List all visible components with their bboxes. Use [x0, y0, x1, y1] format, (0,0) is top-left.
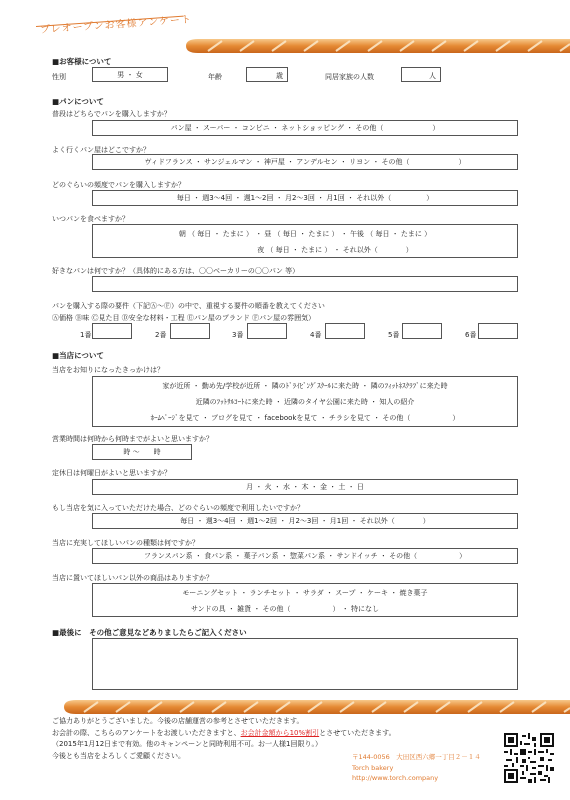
bread-q4: いつパンを食べますか？ — [52, 215, 129, 223]
shop-q1-answer[interactable] — [92, 376, 518, 427]
bread-q5: 好きなパンは何ですか？（具体的にある方は、〇〇ベーカリーの〇〇パン 等） — [52, 267, 300, 275]
bread-q4-answer[interactable] — [92, 224, 518, 258]
gender-options: 男 ・ 女 — [117, 70, 143, 79]
shop-q1-line1: 家が近所 ・ 勤め先/学校が近所 ・ 隣のﾄﾞﾗｲﾋﾞﾝｸﾞｽｸｰﾙに来た時 ・ 隣のﾌｨｯﾄﾈｽｸﾗﾌﾞに来た時 — [162, 382, 448, 390]
favorite-bread-field[interactable] — [92, 276, 518, 292]
shop-q3: 定休日は何曜日がよいと思いますか？ — [52, 469, 171, 477]
shop-q4-answer[interactable] — [92, 513, 518, 529]
shop-q1-line3: ﾎｰﾑﾍﾟｰｼﾞを見て ・ ブログを見て ・ facebookを見て ・ チラシを見て ・ その他（ ） — [150, 414, 460, 422]
shop-address: 〒144-0056 大田区西六郷一丁目２－１４ — [352, 753, 481, 761]
bread-q6: パンを購入する際の要件（下記Ⓐ～Ⓕ）の中で、重視する要件の順番を教えてください — [52, 302, 325, 310]
footer-line-2-pre: お会計の際、こちらのアンケートをお渡しいただきますと、 — [52, 728, 241, 737]
shop-q5-options: フランスパン系 ・ 食パン系 ・ 菓子パン系 ・ 惣菜パン系 ・ サンドイッチ ・ その他（ ） — [143, 552, 467, 560]
footer-line-2-post: とさせていただきます。 — [319, 728, 396, 737]
customer-heading: ■お客様について — [52, 57, 112, 66]
bread-heading: ■パンについて — [52, 97, 104, 106]
shop-info — [352, 752, 502, 784]
rank-4-field[interactable] — [325, 323, 365, 339]
family-unit: 人 — [429, 72, 436, 80]
rank-2-label: 2番 — [155, 331, 167, 339]
shop-q3-options: 月 ・ 火 ・ 水 ・ 木 ・ 金 ・ 土 ・ 日 — [246, 483, 364, 491]
bread-q3-answer[interactable] — [92, 190, 518, 206]
rank-6-label: 6番 — [465, 331, 477, 339]
age-unit: 歳 — [276, 72, 283, 80]
discount-text: お会計金額から10%割引 — [240, 728, 320, 737]
bread-q4-line1: 朝 （ 毎日 ・ たまに ） ・ 昼 （ 毎日 ・ たまに ） ・ 午後 （ 毎日 ・ たまに ） — [178, 230, 432, 238]
shop-hours-value: 時 ～ 時 — [123, 448, 161, 456]
rank-3-field[interactable] — [247, 323, 287, 339]
family-label: 同居家族の人数 — [325, 73, 374, 81]
bread-q2-options: ヴィドフランス ・ サンジェルマン ・ 神戸屋 ・ アンデルセン ・ リヨン ・ その他（ ） — [144, 158, 466, 166]
rank-1-field[interactable] — [92, 323, 132, 339]
shop-q6-answer[interactable] — [92, 583, 518, 617]
qr-code-icon — [504, 733, 554, 783]
shop-q6-line2: サンドの具 ・ 雑貨 ・ その他（ ） ・ 特になし — [191, 605, 379, 613]
rank-4-label: 4番 — [310, 331, 322, 339]
gender-field[interactable] — [92, 67, 168, 82]
shop-q2: 営業時間は何時から何時までがよいと思いますか？ — [52, 435, 213, 443]
bread-q1-answer[interactable] — [92, 120, 518, 136]
shop-q3-answer[interactable] — [92, 479, 518, 495]
bread-q3: どのぐらいの頻度でパンを購入しますか？ — [52, 181, 185, 189]
age-label: 年齢 — [208, 73, 222, 81]
shop-name: Torch bakery — [352, 763, 394, 772]
family-field[interactable] — [401, 67, 441, 82]
rank-6-field[interactable] — [478, 323, 518, 339]
bread-band-top — [178, 38, 570, 54]
rank-1-label: 1番 — [80, 331, 92, 339]
bread-band-bottom — [58, 699, 570, 715]
bread-q1: 普段はどちらでパンを購入しますか？ — [52, 110, 171, 118]
rank-5-field[interactable] — [402, 323, 442, 339]
footer-line-1: ご協力ありがとうございました。今後の店舗運営の参考とさせていただきます。 — [52, 717, 304, 725]
shop-heading: ■当店について — [52, 351, 104, 360]
shop-q5-answer[interactable] — [92, 548, 518, 564]
shop-q6: 当店に置いてほしいパン以外の商品はありますか？ — [52, 574, 213, 582]
shop-q6-line1: モーニングセット ・ ランチセット ・ サラダ ・ スープ ・ ケーキ ・ 焼き菓子 — [182, 589, 428, 597]
rank-3-label: 3番 — [232, 331, 244, 339]
rank-5-label: 5番 — [388, 331, 400, 339]
gender-label: 性別 — [52, 73, 66, 81]
shop-q1-line2: 近隣のﾌｯﾄｻﾙｺｰﾄに来た時 ・ 近隣のタイヤ公園に来た時 ・ 知人の紹介 — [195, 398, 415, 406]
comments-field[interactable] — [92, 638, 518, 690]
bread-q1-options: パン屋 ・ スーパー ・ コンビニ ・ ネットショッピング ・ その他（ ） — [170, 124, 440, 132]
rank-2-field[interactable] — [170, 323, 210, 339]
bread-q2: よく行くパン屋はどこですか？ — [52, 146, 150, 154]
bread-q3-options: 毎日 ・ 週3～4回 ・ 週1～2回 ・ 月2～3回 ・ 月1回 ・ それ以外（ ） — [176, 194, 434, 202]
bread-q6-legend: Ⓐ価格 Ⓑ味 Ⓒ見た目 Ⓓ安全な材料・工程 Ⓔパン屋のブランド Ⓕパン屋の雰囲気） — [52, 314, 316, 322]
shop-q2-answer[interactable] — [92, 444, 192, 460]
bread-q2-answer[interactable] — [92, 154, 518, 170]
age-field[interactable] — [246, 67, 288, 82]
shop-q4-options: 毎日 ・ 週3～4回 ・ 週1～2回 ・ 月2～3回 ・ 月1回 ・ それ以外（ ） — [180, 517, 430, 525]
shop-q5: 当店に充実してほしいパンの種類は何ですか？ — [52, 539, 199, 547]
bread-q4-line2: 夜 （ 毎日 ・ たまに ） ・ それ以外（ ） — [257, 246, 413, 254]
last-heading: ■最後に その他ご意見などありましたらご記入ください — [52, 628, 247, 637]
footer-line-4: 今後とも当店をよろしくご愛顧ください。 — [52, 751, 185, 760]
shop-url[interactable]: http://www.torch.company — [352, 774, 439, 782]
survey-title: プレオープンお客様アンケート — [39, 14, 193, 36]
footer-line-2 — [52, 728, 502, 740]
footer-line-3: （2015年1月12日まで有効。他のキャンペーンと同時利用不可。お一人様1回限り。） — [52, 740, 322, 748]
shop-q1: 当店をお知りになったきっかけは？ — [52, 366, 164, 374]
shop-q4: もし当店を気に入っていただけた場合、どのぐらいの頻度で利用したいですか？ — [52, 504, 304, 512]
